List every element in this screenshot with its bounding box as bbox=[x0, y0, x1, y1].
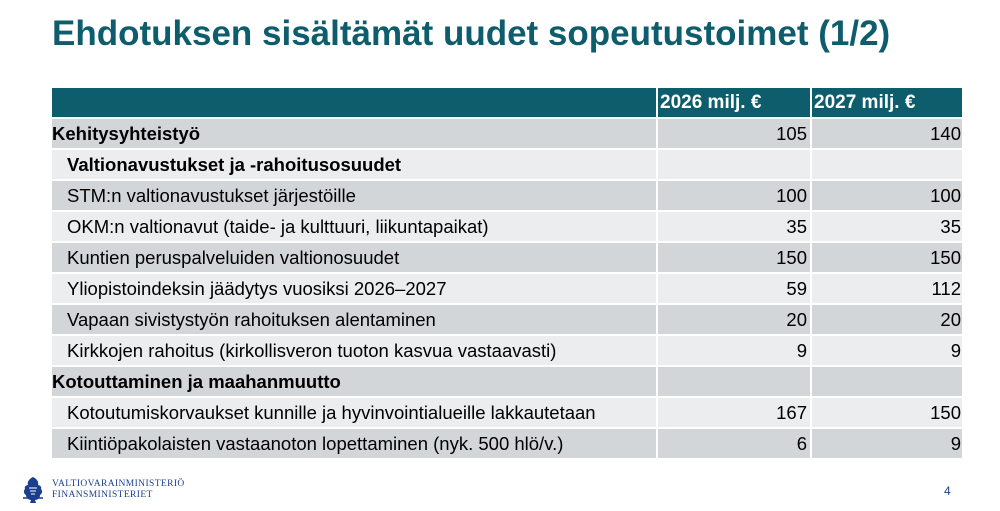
row-label: OKM:n valtionavut (taide- ja kulttuuri, liikuntapaikat) bbox=[52, 210, 656, 241]
row-value-2026: 167 bbox=[656, 396, 810, 427]
row-value-2027: 140 bbox=[810, 117, 962, 148]
row-label: Yliopistoindeksin jäädytys vuosiksi 2026–2027 bbox=[52, 272, 656, 303]
table-header-row bbox=[52, 88, 962, 117]
row-value-2026 bbox=[656, 365, 810, 396]
row-label: Kotouttaminen ja maahanmuutto bbox=[52, 365, 656, 396]
table-row bbox=[52, 179, 962, 210]
row-value-2027: 9 bbox=[810, 427, 962, 458]
row-value-2026: 59 bbox=[656, 272, 810, 303]
row-value-2027: 20 bbox=[810, 303, 962, 334]
row-value-2026: 35 bbox=[656, 210, 810, 241]
row-value-2026: 100 bbox=[656, 179, 810, 210]
row-label: Kiintiöpakolaisten vastaanoton lopettaminen (nyk. 500 hlö/v.) bbox=[52, 427, 656, 458]
ministry-name-sv: FINANSMINISTERIET bbox=[52, 490, 153, 500]
page-number: 4 bbox=[944, 484, 951, 498]
header-label-cell bbox=[52, 88, 656, 117]
row-value-2026: 150 bbox=[656, 241, 810, 272]
row-value-2027 bbox=[810, 148, 962, 179]
row-label: STM:n valtionavustukset järjestöille bbox=[52, 179, 656, 210]
table-row bbox=[52, 241, 962, 272]
header-2026: 2026 milj. € bbox=[656, 88, 810, 117]
row-value-2027: 100 bbox=[810, 179, 962, 210]
row-value-2027: 150 bbox=[810, 241, 962, 272]
row-value-2027: 9 bbox=[810, 334, 962, 365]
table-row bbox=[52, 117, 962, 148]
row-value-2027: 112 bbox=[810, 272, 962, 303]
table-row bbox=[52, 148, 962, 179]
lion-crest-icon bbox=[20, 476, 46, 504]
row-value-2027 bbox=[810, 365, 962, 396]
row-value-2026: 105 bbox=[656, 117, 810, 148]
row-label: Valtionavustukset ja -rahoitusosuudet bbox=[52, 148, 656, 179]
row-label: Kotoutumiskorvaukset kunnille ja hyvinvointialueille lakkautetaan bbox=[52, 396, 656, 427]
table-row bbox=[52, 334, 962, 365]
table-row bbox=[52, 427, 962, 458]
row-value-2027: 35 bbox=[810, 210, 962, 241]
row-value-2026: 9 bbox=[656, 334, 810, 365]
ministry-name bbox=[52, 479, 185, 501]
cuts-table bbox=[52, 88, 962, 458]
ministry-logo bbox=[20, 476, 185, 504]
table-row bbox=[52, 365, 962, 396]
row-value-2027: 150 bbox=[810, 396, 962, 427]
row-value-2026 bbox=[656, 148, 810, 179]
row-value-2026: 20 bbox=[656, 303, 810, 334]
table-row bbox=[52, 272, 962, 303]
row-label: Vapaan sivistystyön rahoituksen alentaminen bbox=[52, 303, 656, 334]
row-label: Kuntien peruspalveluiden valtionosuudet bbox=[52, 241, 656, 272]
row-label: Kirkkojen rahoitus (kirkollisveron tuoton kasvua vastaavasti) bbox=[52, 334, 656, 365]
table-row bbox=[52, 210, 962, 241]
row-value-2026: 6 bbox=[656, 427, 810, 458]
page-title: Ehdotuksen sisältämät uudet sopeutustoimet (1/2) bbox=[52, 14, 891, 53]
ministry-name-fi: VALTIOVARAINMINISTERIÖ bbox=[52, 479, 185, 489]
row-label: Kehitysyhteistyö bbox=[52, 117, 656, 148]
header-2027: 2027 milj. € bbox=[810, 88, 962, 117]
table-row bbox=[52, 396, 962, 427]
table-row bbox=[52, 303, 962, 334]
